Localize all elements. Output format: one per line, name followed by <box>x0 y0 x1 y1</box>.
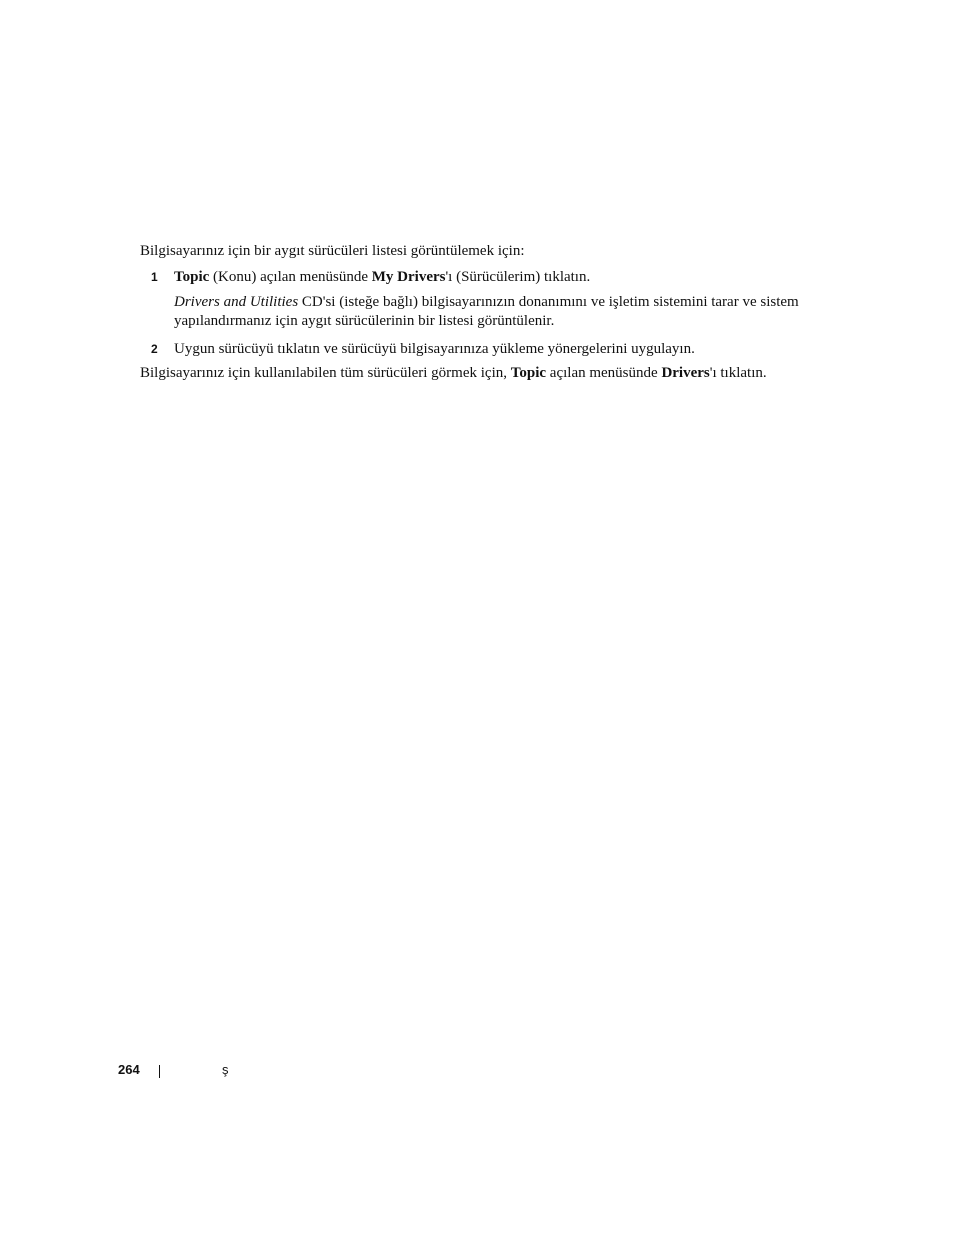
page-number: 264 <box>118 1062 140 1077</box>
step-1-text <box>174 268 590 287</box>
outro-topic-label: Topic <box>510 365 547 381</box>
intro-paragraph: Bilgisayarınız için bir aygıt sürücüleri listesi görüntülemek için: <box>140 243 525 259</box>
footer-title: ş <box>222 1062 229 1077</box>
step-1-note <box>174 293 834 331</box>
step-1-note-line1: CD'si (isteğe bağlı) bilgisayarınızın donanımını ve işletim sistemini tarar ve sistem <box>298 294 799 310</box>
outro-part1: Bilgisayarınız için kullanılabilen tüm sürücüleri görmek için, <box>140 365 511 381</box>
outro-paragraph <box>140 364 767 383</box>
step-number-2: 2 <box>151 342 158 356</box>
my-drivers-label: My Drivers <box>371 269 446 285</box>
outro-part2: açılan menüsünde <box>546 365 662 381</box>
drivers-utilities-title: Drivers and Utilities <box>174 294 299 310</box>
step-number-1: 1 <box>151 270 158 284</box>
outro-drivers-label: Drivers <box>661 365 710 381</box>
topic-label: Topic <box>174 269 210 285</box>
footer-separator <box>159 1065 160 1078</box>
step-1-middle: (Konu) açılan menüsünde <box>209 269 372 285</box>
step-1-end: 'ı (Sürücülerim) tıklatın. <box>445 269 591 285</box>
step-1-note-line2: yapılandırmanız için aygıt sürücülerinin bir listesi görüntülenir. <box>174 313 555 329</box>
step-2-text: Uygun sürücüyü tıklatın ve sürücüyü bilgisayarınıza yükleme yönergelerini uygulayın. <box>174 341 695 357</box>
outro-part3: 'ı tıklatın. <box>709 365 767 381</box>
